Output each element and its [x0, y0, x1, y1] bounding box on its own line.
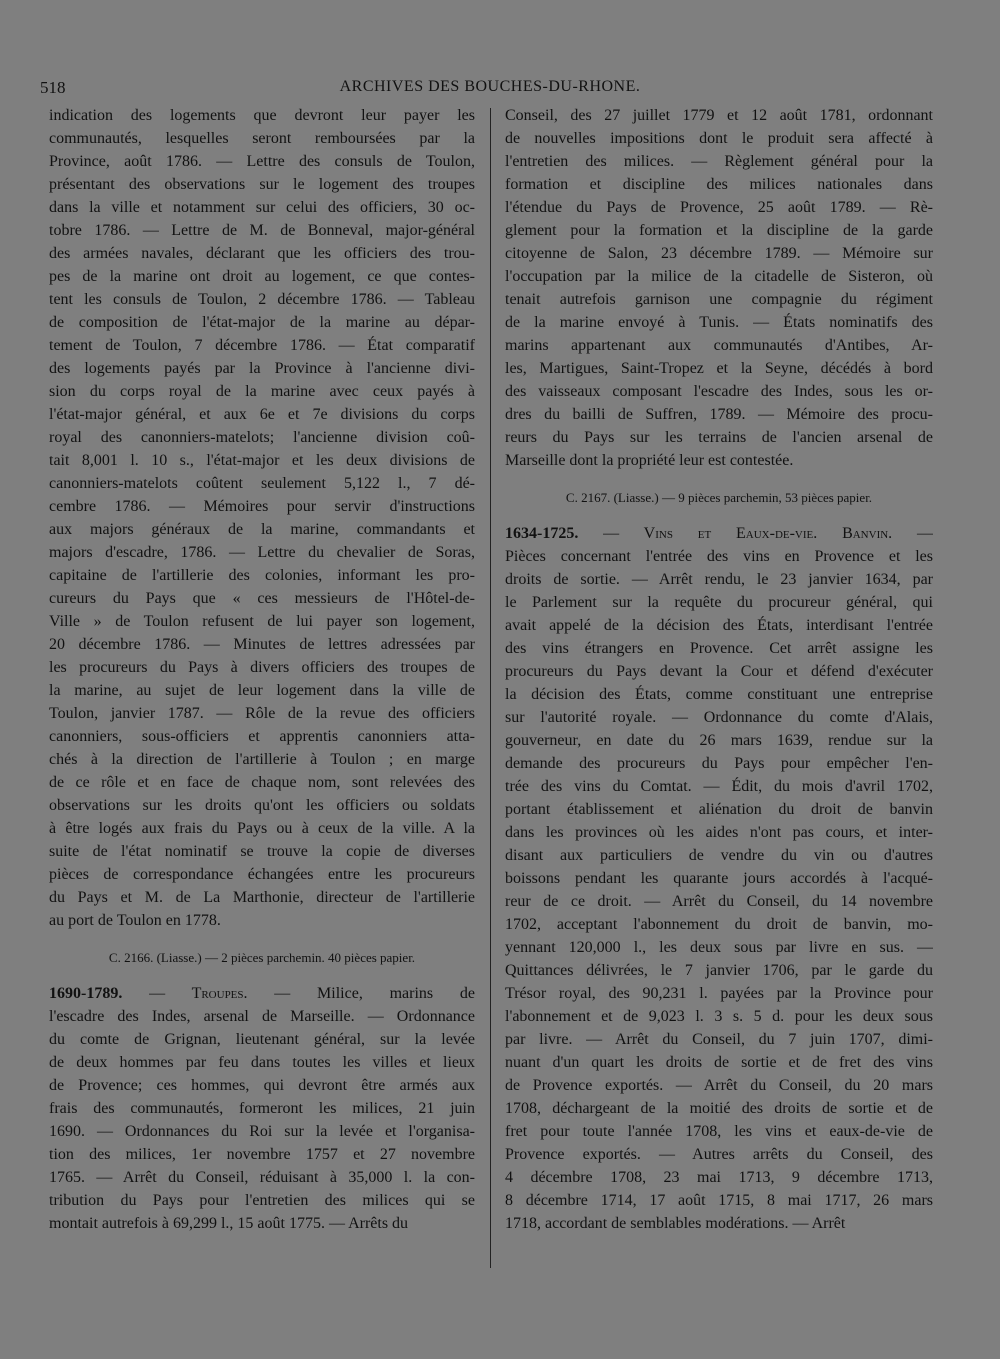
left-text-block-2 — [49, 1005, 475, 1235]
text-line: sion du corps royal de la marine avec ceux payés à — [49, 383, 475, 400]
text-line: Provence exportés. — Autres arrêts du Conseil, des — [505, 1146, 933, 1163]
text-line: tait 8,001 l. 10 s., l'état-major et les deux divisions de — [49, 452, 475, 469]
text-line: reurs du Pays sur les terrains de l'ancien arsenal de — [505, 429, 933, 446]
column-divider — [490, 108, 491, 1268]
text-line: aux majors généraux de la marine, commandants et — [49, 521, 475, 538]
text-line: des vins étrangers en Provence. Cet arrêt assigne les — [505, 640, 933, 657]
text-line: reur de ce droit. — Arrêt du Conseil, du 14 novembre — [505, 893, 933, 910]
text-line: trée des vins du Comtat. — Édit, du mois d'avril 1702, — [505, 778, 933, 795]
text-line: sur l'autorité royale. — Ordonnance du comte d'Alais, — [505, 709, 933, 726]
left-entry-first-line-rest: — Milice, marins de — [247, 985, 475, 1002]
text-line: Province, août 1786. — Lettre des consuls de Toulon, — [49, 153, 475, 170]
text-line: de nouvelles impositions dont le produit sera affecté à — [505, 130, 933, 147]
text-line: des vaisseaux composant l'escadre des Indes, sous les or- — [505, 383, 933, 400]
text-line: Quittances délivrées, le 7 janvier 1706, par le garde du — [505, 962, 933, 979]
text-line: 1690. — Ordonnances du Roi sur la levée et l'organisa- — [49, 1123, 475, 1140]
left-text-block-1 — [49, 104, 475, 932]
right-entry-first-line — [505, 522, 933, 545]
text-line: chés à la direction de l'artillerie à Toulon ; en marge — [49, 751, 475, 768]
text-line: tement de Toulon, 7 décembre 1786. — État comparatif — [49, 337, 475, 354]
text-line: l'occupation par la milice de la citadelle de Sisteron, où — [505, 268, 933, 285]
page-number: 518 — [40, 78, 66, 97]
text-line: marins appartenant aux communautés d'Antibes, Ar- — [505, 337, 933, 354]
text-line: Pièces concernant l'entrée des vins en Provence et les — [505, 548, 933, 565]
text-line: par livre. — Arrêt du Conseil, du 7 juin 1707, dimi- — [505, 1031, 933, 1048]
text-line: boissons pendant les quarante jours accordés à l'acqué- — [505, 870, 933, 887]
running-title: ARCHIVES DES BOUCHES-DU-RHONE. — [339, 78, 641, 95]
text-line: dans la ville et notamment sur celui des officiers, 30 oc- — [49, 199, 475, 216]
text-line: dres du bailli de Suffren, 1789. — Mémoire des procu- — [505, 406, 933, 423]
text-line: les, Martigues, Saint-Tropez et la Seyne, décédés à bord — [505, 360, 933, 377]
text-line: yennant 120,000 l., les deux sous par livre en sus. — — [505, 939, 933, 956]
text-line: 8 décembre 1714, 17 août 1715, 8 mai 1717, 26 mars — [505, 1192, 933, 1209]
text-line: gouverneur, en date du 26 mars 1639, rendue sur la — [505, 732, 933, 749]
text-line: observations sur les droits qu'ont les officiers ou soldats — [49, 797, 475, 814]
left-entry-dates: 1690-1789. — [49, 985, 123, 1002]
text-line: de composition de l'état-major de la marine au dépar- — [49, 314, 475, 331]
text-line: canonniers-matelots coûtent seulement 5,122 l., 7 dé- — [49, 475, 475, 492]
text-line: cureurs du Pays que « ces messieurs de l'Hôtel-de- — [49, 590, 475, 607]
text-line: de Provence exportés. — Arrêt du Conseil, du 20 mars — [505, 1077, 933, 1094]
text-line: dans les provinces où les aides n'ont pas cours, et inter- — [505, 824, 933, 841]
text-line: les procureurs du Pays à divers officiers des troupes de — [49, 659, 475, 676]
text-line: pièces de correspondance échangées entre les procureurs — [49, 866, 475, 883]
right-text-block-2 — [505, 545, 933, 1235]
text-line: tion des milices, 1er novembre 1757 et 27 novembre — [49, 1146, 475, 1163]
text-line: avait appelé de la décision des États, interdisant l'entrée — [505, 617, 933, 634]
text-line: majors d'escadre, 1786. — Lettre du chevalier de Soras, — [49, 544, 475, 561]
left-column — [49, 104, 475, 1235]
text-line: nuant d'un quart les droits de sortie et de fret des vins — [505, 1054, 933, 1071]
text-line: la décision des États, comme constituant une entreprise — [505, 686, 933, 703]
text-line: demande des procureurs du Pays pour empêcher l'en- — [505, 755, 933, 772]
text-line: à être logés aux frais du Pays ou à ceux de la ville. A la — [49, 820, 475, 837]
text-line: cembre 1786. — Mémoires pour servir d'instructions — [49, 498, 475, 515]
text-line: l'abonnement et de 9,023 l. 3 s. 5 d. pour les deux sous — [505, 1008, 933, 1025]
text-line: l'escadre des Indes, arsenal de Marseille. — Ordonnance — [49, 1008, 475, 1025]
text-line: capitaine de l'artillerie des colonies, informant les pro- — [49, 567, 475, 584]
text-line: de Provence; ces hommes, qui devront être armés aux — [49, 1077, 475, 1094]
text-line: portant établissement et aliénation du droit de banvin — [505, 801, 933, 818]
text-line: au port de Toulon en 1778. — [49, 912, 221, 929]
text-line: Conseil, des 27 juillet 1779 et 12 août 1781, ordonnant — [505, 107, 933, 124]
text-line: du Pays et M. de La Marthonie, directeur de l'artillerie — [49, 889, 475, 906]
left-entry-heading: — Troupes. — [149, 985, 248, 1002]
text-line: le Parlement sur la requête du procureur général, qui — [505, 594, 933, 611]
text-line: 1702, acceptant l'abonnement du droit de banvin, mo- — [505, 916, 933, 933]
text-line: présentant des observations sur le logement des troupes — [49, 176, 475, 193]
text-line: glement pour la formation et la discipline de la garde — [505, 222, 933, 239]
text-line: de deux hommes par feu dans toutes les villes et lieux — [49, 1054, 475, 1071]
right-text-block-1 — [505, 104, 933, 472]
text-line: formation et discipline des milices nationales dans — [505, 176, 933, 193]
text-line: Ville » de Toulon refusent de lui payer son logement, — [49, 613, 475, 630]
text-line: 1708, déchargeant de la moitié des droits de sortie et de — [505, 1100, 933, 1117]
text-line: canonniers, sous-officiers et apprentis canonniers atta- — [49, 728, 475, 745]
text-line: tribution du Pays pour l'entretien des milices qui se — [49, 1192, 475, 1209]
text-line: l'étendue du Pays de Provence, 25 août 1789. — Rè- — [505, 199, 933, 216]
left-archive-reference: C. 2166. (Liasse.) — 2 pièces parchemin. 40 pièces papier. — [108, 950, 416, 965]
text-line: l'état-major général, et aux 6e et 7e divisions du corps — [49, 406, 475, 423]
text-line: royal des canonniers-matelots; l'ancienne division coû- — [49, 429, 475, 446]
text-line: pes de la marine ont droit au logement, ce que contes- — [49, 268, 475, 285]
text-line: 1765. — Arrêt du Conseil, réduisant à 35,000 l. la con- — [49, 1169, 475, 1186]
text-line: suite de l'état nominatif se trouve la copie de diverses — [49, 843, 475, 860]
text-line: des logements payés par la Province à l'ancienne divi- — [49, 360, 475, 377]
text-line: 1718, accordant de semblables modérations. — Arrêt — [505, 1215, 846, 1232]
page-header — [40, 78, 940, 102]
text-line: fret pour toute l'année 1708, les vins et eaux-de-vie de — [505, 1123, 933, 1140]
text-line: de ce rôle et en face de chaque nom, sont relevées des — [49, 774, 475, 791]
text-line: communautés, lesquelles seront remboursées par la — [49, 130, 475, 147]
text-line: Toulon, janvier 1787. — Rôle de la revue des officiers — [49, 705, 475, 722]
text-line: 20 décembre 1786. — Minutes de lettres adressées par — [49, 636, 475, 653]
right-entry-heading: — Vins et Eaux-de-vie. Banvin. — [603, 525, 893, 542]
text-line: Marseille dont la propriété leur est contestée. — [505, 452, 794, 469]
text-line: 4 décembre 1708, 23 mai 1713, 9 décembre 1713, — [505, 1169, 933, 1186]
text-line: la marine, au sujet de leur logement dans la ville de — [49, 682, 475, 699]
text-line: des armées navales, déclarant que les officiers des trou- — [49, 245, 475, 262]
text-line: du comte de Grignan, lieutenant général, sur la levée — [49, 1031, 475, 1048]
text-line: tent les consuls de Toulon, 2 décembre 1786. — Tableau — [49, 291, 475, 308]
text-line: disant aux particuliers de vendre du vin ou d'autres — [505, 847, 933, 864]
text-line: indication des logements que devront leur payer les — [49, 107, 475, 124]
text-line: citoyenne de Salon, 23 décembre 1789. — Mémoire sur — [505, 245, 933, 262]
right-column — [505, 104, 933, 1235]
text-line: tenait autrefois garnison une compagnie du régiment — [505, 291, 933, 308]
right-archive-reference: C. 2167. (Liasse.) — 9 pièces parchemin, 53 pièces papier. — [565, 490, 873, 505]
text-line: l'entretien des milices. — Règlement général pour la — [505, 153, 933, 170]
right-entry-first-line-rest: — — [892, 525, 933, 542]
text-line: procureurs du Pays devant la Cour et défend d'exécuter — [505, 663, 933, 680]
text-line: montait autrefois à 69,299 l., 15 août 1775. — Arrêts du — [49, 1215, 409, 1232]
text-line: Trésor royal, des 90,231 l. payées par la Province pour — [505, 985, 933, 1002]
text-line: tobre 1786. — Lettre de M. de Bonneval, major-général — [49, 222, 475, 239]
right-entry-dates: 1634-1725. — [505, 525, 579, 542]
text-line: droits de sortie. — Arrêt rendu, le 23 janvier 1634, par — [505, 571, 933, 588]
left-entry-first-line — [49, 982, 475, 1005]
text-line: frais des communautés, formeront les milices, 21 juin — [49, 1100, 475, 1117]
text-line: de la marine envoyé à Tunis. — États nominatifs des — [505, 314, 933, 331]
